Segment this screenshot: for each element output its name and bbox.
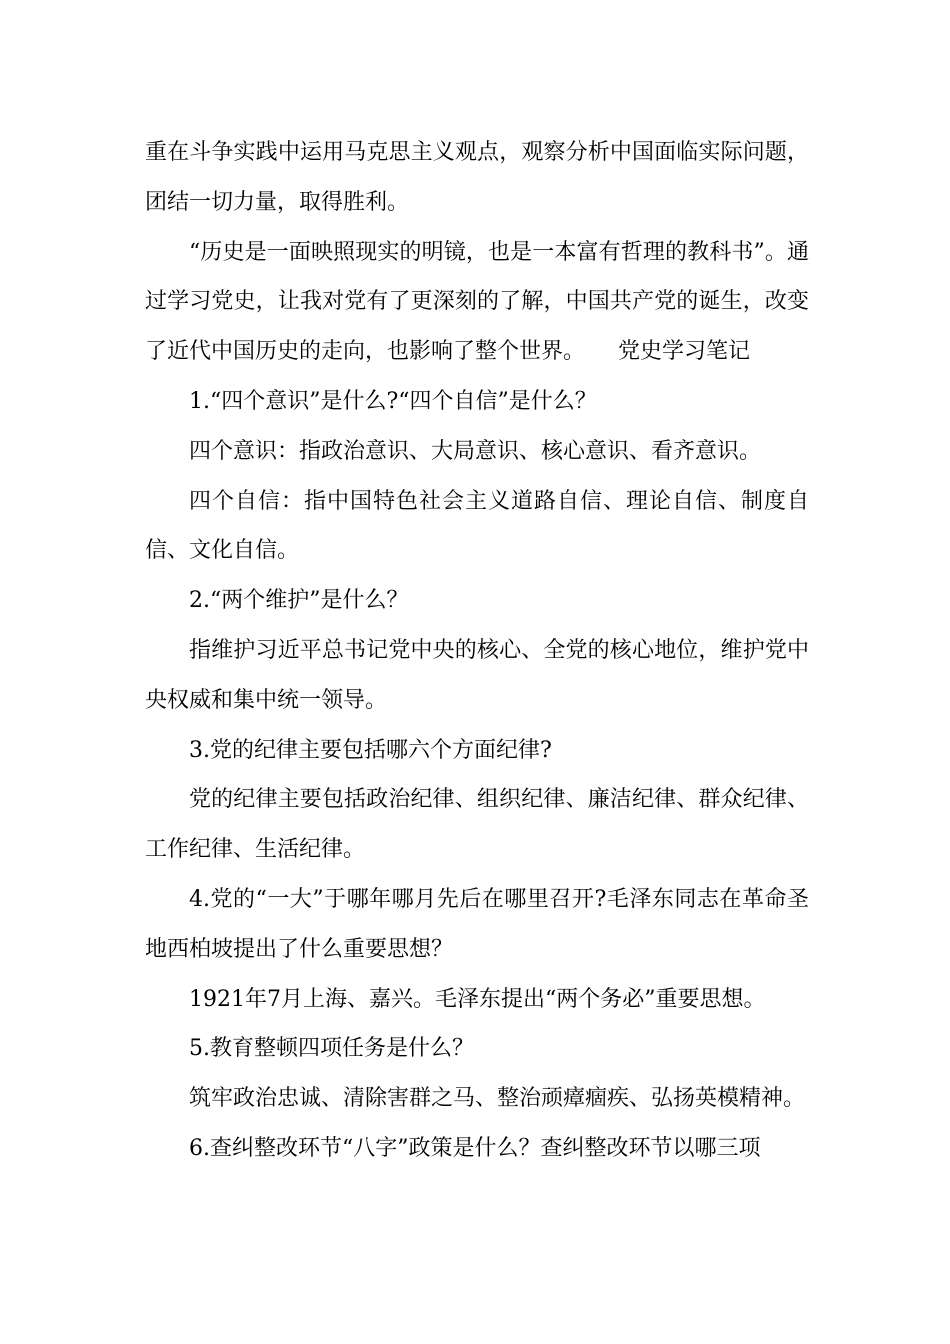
answer-5: 筑牢政治忠诚、清除害群之马、整治顽瘴痼疾、弘扬英模精神。 [189, 1086, 806, 1112]
answer-3: 党的纪律主要包括政治纪律、组织纪律、廉洁纪律、群众纪律、工作纪律、生活纪律。 [145, 787, 809, 863]
answer-2: 指维护习近平总书记党中央的核心、全党的核心地位，维护党中央权威和集中统一领导。 [145, 637, 809, 713]
question-3: 3.党的纪律主要包括哪六个方面纪律? [189, 737, 552, 763]
question-5: 5.教育整顿四项任务是什么？ [189, 1036, 474, 1062]
question-2: 2.“两个维护”是什么？ [189, 588, 409, 614]
document-body [145, 128, 809, 1174]
question-4: 4.党的“一大”于哪年哪月先后在哪里召开?毛泽东同志在革命圣地西柏坡提出了什么重要思想？ [145, 886, 809, 962]
question-1: 1.“四个意识”是什么?“四个自信”是什么？ [189, 388, 597, 414]
answer-4: 1921年7月上海、嘉兴。毛泽东提出“两个务必”重要思想。 [189, 986, 766, 1012]
question-6: 6.查纠整改环节“八字”政策是什么？查纠整改环节以哪三项 [189, 1135, 761, 1161]
paragraph-continuation: 重在斗争实践中运用马克思主义观点，观察分析中国面临实际问题，团结一切力量，取得胜利。 [145, 140, 809, 215]
answer-1b: 四个自信：指中国特色社会主义道路自信、理论自信、制度自信、文化自信。 [145, 488, 809, 564]
answer-1a: 四个意识：指政治意识、大局意识、核心意识、看齐意识。 [189, 438, 762, 464]
paragraph-history-mirror: “历史是一面映照现实的明镜，也是一本富有哲理的教科书”。通过学习党史，让我对党有了更深刻的了解，中国共产党的诞生，改变了近代中国历史的走向，也影响了整个世界。 党史学习笔记 [145, 239, 809, 365]
